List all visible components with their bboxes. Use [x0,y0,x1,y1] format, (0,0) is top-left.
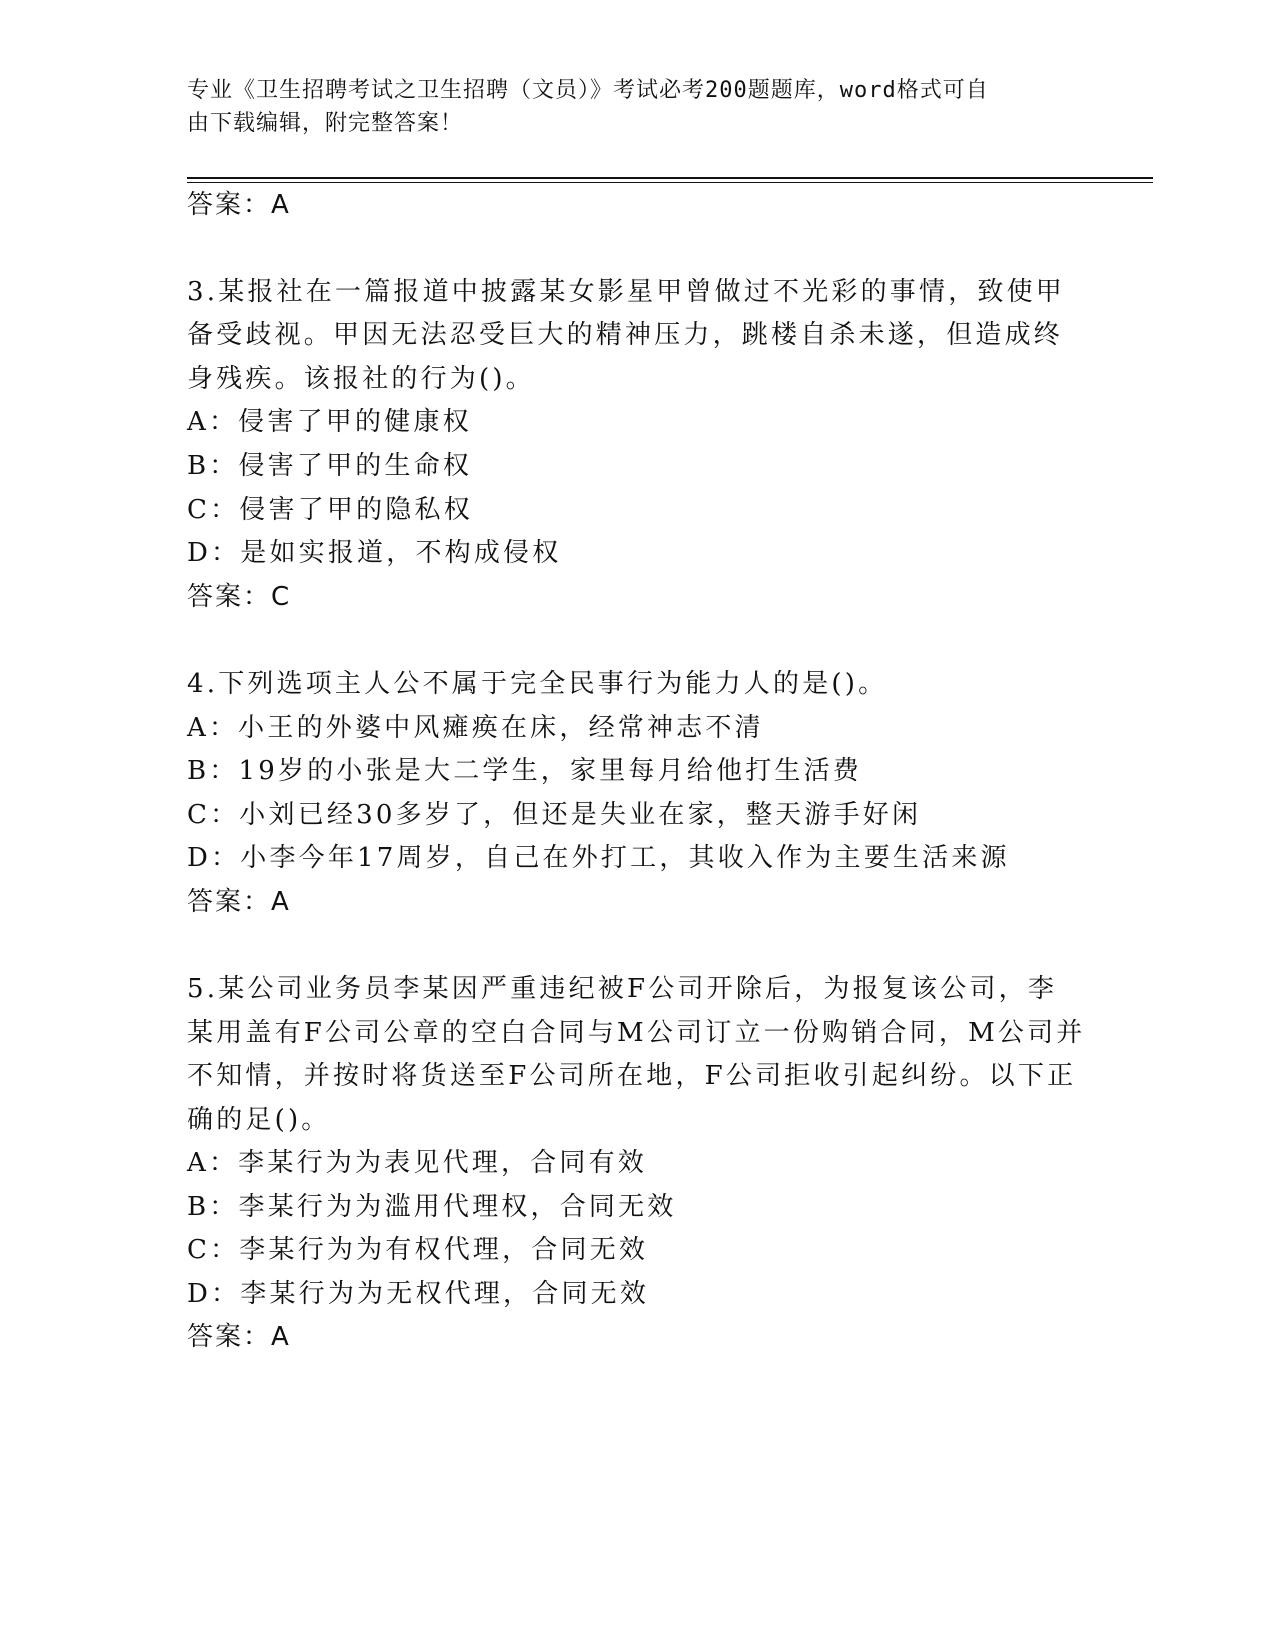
document-header [187,74,1087,140]
question-4-option-c: C：小刘已经30多岁了，但还是失业在家，整天游手好闲 [187,800,922,830]
question-4-option-b: B：19岁的小张是大二学生，家里每月给他打生活费 [187,756,862,786]
question-3-stem-line-2: 备受歧视。甲因无法忍受巨大的精神压力，跳楼自杀未遂，但造成终 [187,320,1064,350]
question-3-option-a: A：侵害了甲的健康权 [187,407,472,437]
question-4-option-a: A：小王的外婆中风瘫痪在床，经常神志不清 [187,713,764,743]
header-divider-thin [187,182,1153,183]
header-line-2: 由下载编辑，附完整答案！ [187,111,464,136]
answer-previous: 答案：A [187,190,291,220]
header-line-1: 专业《卫生招聘考试之卫生招聘（文员）》考试必考200题题库，word格式可自 [187,78,989,103]
question-5-stem-line-1: 5.某公司业务员李某因严重违纪被F公司开除后，为报复该公司，李 [187,974,1058,1004]
question-5-stem-line-2: 某用盖有F公司公章的空白合同与M公司订立一份购销合同，M公司并 [187,1018,1086,1048]
question-5-answer: 答案：A [187,1322,291,1352]
question-4-stem-line-1: 4.下列选项主人公不属于完全民事行为能力人的是()。 [187,669,888,699]
question-3-option-c: C：侵害了甲的隐私权 [187,495,473,525]
question-5-option-a: A：李某行为为表见代理，合同有效 [187,1148,647,1178]
question-3-stem-line-3: 身残疾。该报社的行为()。 [187,364,535,394]
question-3-option-b: B：侵害了甲的生命权 [187,451,473,481]
question-3-option-d: D：是如实报道，不构成侵权 [187,538,562,568]
question-5-option-b: B：李某行为为滥用代理权，合同无效 [187,1192,677,1222]
question-5-stem-line-4: 确的足()。 [187,1105,331,1135]
question-4-answer: 答案：A [187,887,291,917]
question-5-option-c: C：李某行为为有权代理，合同无效 [187,1235,649,1265]
question-3-answer: 答案：C [187,582,292,612]
header-divider-thick [187,177,1153,179]
question-5-option-d: D：李某行为为无权代理，合同无效 [187,1279,650,1309]
question-5-stem-line-3: 不知情，并按时将货送至F公司所在地，F公司拒收引起纠纷。以下正 [187,1061,1077,1091]
question-3-stem-line-1: 3.某报社在一篇报道中披露某女影星甲曾做过不光彩的事情，致使甲 [187,277,1066,307]
question-4-option-d: D：小李今年17周岁，自己在外打工，其收入作为主要生活来源 [187,843,1010,873]
